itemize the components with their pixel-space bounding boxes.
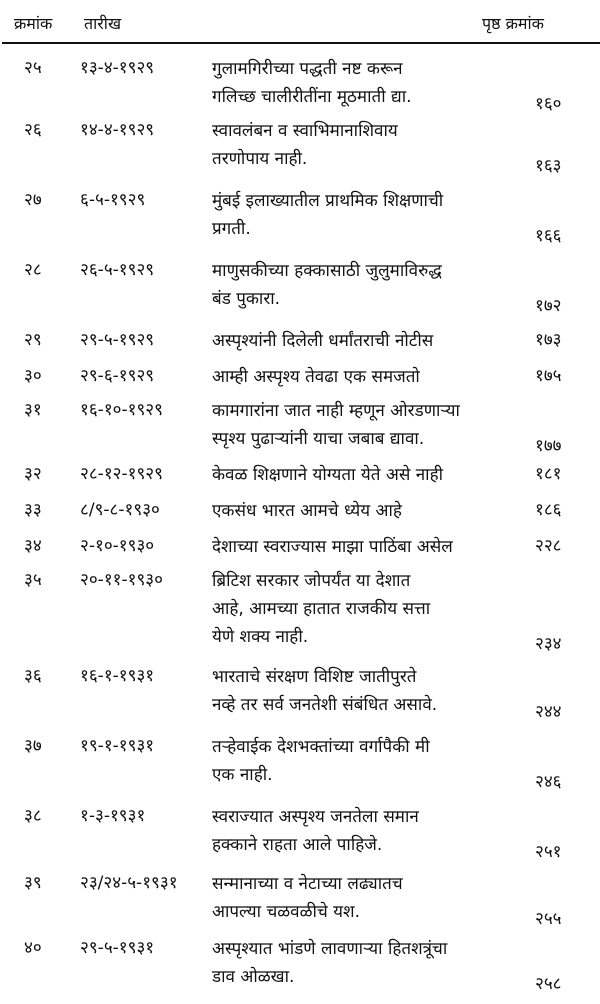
row-page-number: २५८: [535, 974, 562, 994]
row-serial-number: ३६: [24, 666, 42, 686]
row-serial-number: ३३: [24, 500, 42, 520]
row-date: १६-१०-१९२९: [80, 400, 163, 420]
row-date: २९-६-१९२९: [80, 366, 155, 386]
row-date: २६-५-१९२९: [80, 260, 155, 280]
row-title: [212, 497, 512, 525]
row-title-line: तरणोपाय नाही.: [212, 149, 308, 169]
row-title: [212, 567, 512, 651]
row-date: १३-४-१९२९: [80, 58, 155, 78]
row-title: [212, 803, 512, 859]
row-date: २९-५-१९३१: [80, 938, 155, 958]
header-page-number: पृष्ठ क्रमांक: [482, 14, 544, 33]
row-date: १-३-१९३१: [80, 806, 146, 826]
row-serial-number: २६: [24, 120, 42, 140]
row-title-line: अस्पृश्यात भांडणे लावणाऱ्या हितशत्रूंचा: [212, 939, 448, 959]
row-title: [212, 363, 512, 391]
row-date: २३/२४-५-१९३१: [80, 873, 178, 893]
row-title-line: नव्हे तर सर्व जनतेशी संबंधित असावे.: [212, 695, 438, 715]
row-title-line: स्पृश्य पुढाऱ्यांनी याचा जबाब द्यावा.: [212, 429, 425, 449]
row-date: २९-५-१९२९: [80, 330, 155, 350]
row-title: [212, 327, 512, 355]
row-page-number: २२८: [535, 536, 562, 556]
row-title: [212, 935, 512, 991]
row-serial-number: ३०: [24, 366, 42, 386]
row-page-number: १७२: [535, 296, 562, 316]
row-title-line: एक नाही.: [212, 765, 273, 785]
row-serial-number: ३९: [24, 873, 42, 893]
row-page-number: २५५: [535, 909, 562, 929]
row-date: २-१०-१९३०: [80, 536, 155, 556]
row-title: [212, 55, 512, 111]
row-serial-number: ३१: [24, 400, 42, 420]
row-title-line: ब्रिटिश सरकार जोपर्यंत या देशात: [212, 571, 411, 591]
row-title: [212, 870, 512, 926]
row-date: ८/९-८-१९३०: [80, 500, 160, 520]
row-serial-number: २७: [24, 190, 42, 210]
row-page-number: १६३: [535, 156, 562, 176]
row-page-number: २४६: [535, 772, 562, 792]
row-date: ६-५-१९२९: [80, 190, 146, 210]
row-page-number: १७७: [535, 436, 562, 456]
row-serial-number: ३५: [24, 570, 42, 590]
row-title-line: देशाच्या स्वराज्यास माझा पाठिंबा असेल: [212, 537, 453, 557]
row-title-line: एकसंध भारत आमचे ध्येय आहे: [212, 501, 402, 521]
row-title-line: आम्ही अस्पृश्य तेवढा एक समजतो: [212, 367, 420, 387]
row-title-line: कामगारांना जात नाही म्हणून ओरडणाऱ्या: [212, 401, 460, 421]
row-page-number: १८६: [535, 500, 562, 520]
row-title: [212, 663, 512, 719]
row-date: १४-४-१९२९: [80, 120, 155, 140]
row-serial-number: २८: [24, 260, 42, 280]
row-page-number: १६६: [535, 226, 562, 246]
row-title: [212, 257, 512, 313]
row-serial-number: ३२: [24, 464, 42, 484]
row-title: [212, 533, 512, 561]
header-date: तारीख: [84, 14, 122, 33]
row-title-line: बंड पुकारा.: [212, 289, 281, 309]
row-title-line: केवळ शिक्षणाने योग्यता येते असे नाही: [212, 465, 444, 485]
row-title-line: प्रगती.: [212, 219, 251, 239]
row-title: [212, 117, 512, 173]
row-title-line: येणे शक्य नाही.: [212, 627, 309, 647]
row-title-line: सन्मानाच्या व नेटाच्या लढ्यातच: [212, 874, 403, 894]
row-date: १६-१-१९३१: [80, 666, 155, 686]
row-page-number: १६०: [535, 94, 562, 114]
row-date: १९-१-१९३१: [80, 736, 155, 756]
row-title: [212, 461, 512, 489]
row-title-line: अस्पृश्यांनी दिलेली धर्मांतराची नोटीस: [212, 331, 434, 351]
row-page-number: २४४: [535, 702, 562, 722]
row-page-number: १७५: [535, 366, 562, 386]
row-title: [212, 397, 512, 453]
row-serial-number: ४०: [24, 938, 42, 958]
row-serial-number: २५: [24, 58, 42, 78]
table-header: [0, 0, 600, 38]
row-title-line: स्वराज्यात अस्पृश्य जनतेला समान: [212, 807, 419, 827]
row-title-line: गलिच्छ चालीरीतींना मूठमाती द्या.: [212, 87, 412, 107]
row-title-line: तऱ्हेवाईक देशभक्तांच्या वर्गापैकी मी: [212, 737, 430, 757]
row-title-line: आपल्या चळवळीचे यश.: [212, 902, 360, 922]
row-title-line: स्वावलंबन व स्वाभिमानाशिवाय: [212, 121, 398, 141]
header-serial-number: क्रमांक: [14, 14, 53, 33]
row-title: [212, 733, 512, 789]
row-title-line: गुलामगिरीच्या पद्धती नष्ट करून: [212, 59, 403, 79]
row-title-line: हक्काने राहता आले पाहिजे.: [212, 835, 383, 855]
row-title: [212, 187, 512, 243]
row-title-line: आहे, आमच्या हातात राजकीय सत्ता: [212, 599, 431, 619]
row-page-number: १७३: [535, 330, 562, 350]
row-serial-number: ३८: [24, 806, 42, 826]
row-serial-number: २९: [24, 330, 42, 350]
row-page-number: २५१: [535, 842, 562, 862]
row-serial-number: ३४: [24, 536, 42, 556]
row-serial-number: ३७: [24, 736, 42, 756]
row-page-number: २३४: [535, 634, 562, 654]
row-date: २८-१२-१९२९: [80, 464, 163, 484]
row-page-number: १८१: [535, 464, 562, 484]
row-title-line: माणुसकीच्या हक्कासाठी जुलुमाविरुद्ध: [212, 261, 442, 281]
header-rule: [2, 42, 600, 44]
row-title-line: डाव ओळखा.: [212, 967, 295, 987]
row-title-line: भारताचे संरक्षण विशिष्ट जातीपुरते: [212, 667, 417, 687]
row-date: २०-११-१९३०: [80, 570, 163, 590]
row-title-line: मुंबई इलाख्यातील प्राथमिक शिक्षणाची: [212, 191, 444, 211]
